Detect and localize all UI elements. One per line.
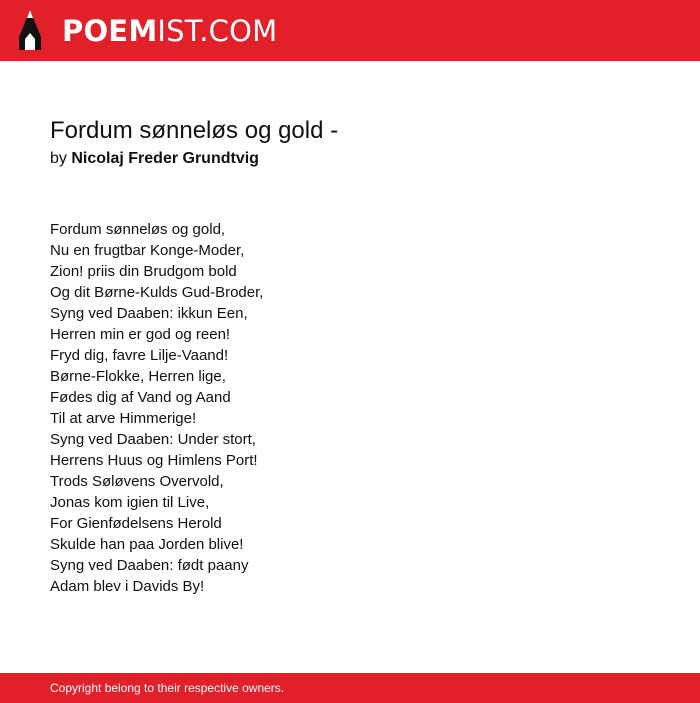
site-header [0,0,700,61]
poem-line: Til at arve Himmerige! [50,410,197,427]
author-name: Nicolaj Freder Grundtvig [71,150,259,167]
poem-line: Syng ved Daaben: ikkun Een, [50,305,248,322]
poem-line: Fryd dig, favre Lilje-Vaand! [50,347,229,364]
poem-line: Syng ved Daaben: Under stort, [50,431,256,448]
site-footer [0,673,700,703]
site-logo[interactable] [62,11,277,51]
poem-line: Herren min er god og reen! [50,326,231,343]
poem-line: Herrens Huus og Himlens Port! [50,452,258,469]
poem-line: Syng ved Daaben: født paany [50,557,249,574]
by-label: by [50,150,67,167]
poem-line: Jonas kom igien til Live, [50,494,210,511]
byline [50,148,259,170]
poem-line: Børne-Flokke, Herren lige, [50,368,226,385]
poem-line: Fødes dig af Vand og Aand [50,389,231,406]
poem-title: Fordum sønneløs og gold - [50,117,339,144]
poem-line: Fordum sønneløs og gold, [50,221,226,238]
poem-line: Nu en frugtbar Konge-Moder, [50,242,245,259]
poem-line: Zion! priis din Brudgom bold [50,263,237,280]
poem-line: For Gienfødelsens Herold [50,515,222,532]
pencil-icon[interactable] [18,9,42,51]
poem-body [50,219,263,597]
poem-line: Trods Søløvens Overvold, [50,473,224,490]
logo-bold-text: POEM [62,14,158,48]
copyright-text: Copyright belong to their respective owners. [50,681,285,695]
poem-line: Skulde han paa Jorden blive! [50,536,244,553]
poem-line: Adam blev i Davids By! [50,578,205,595]
poem-line: Og dit Børne-Kulds Gud-Broder, [50,284,264,301]
logo-light-text: IST.COM [157,14,278,48]
